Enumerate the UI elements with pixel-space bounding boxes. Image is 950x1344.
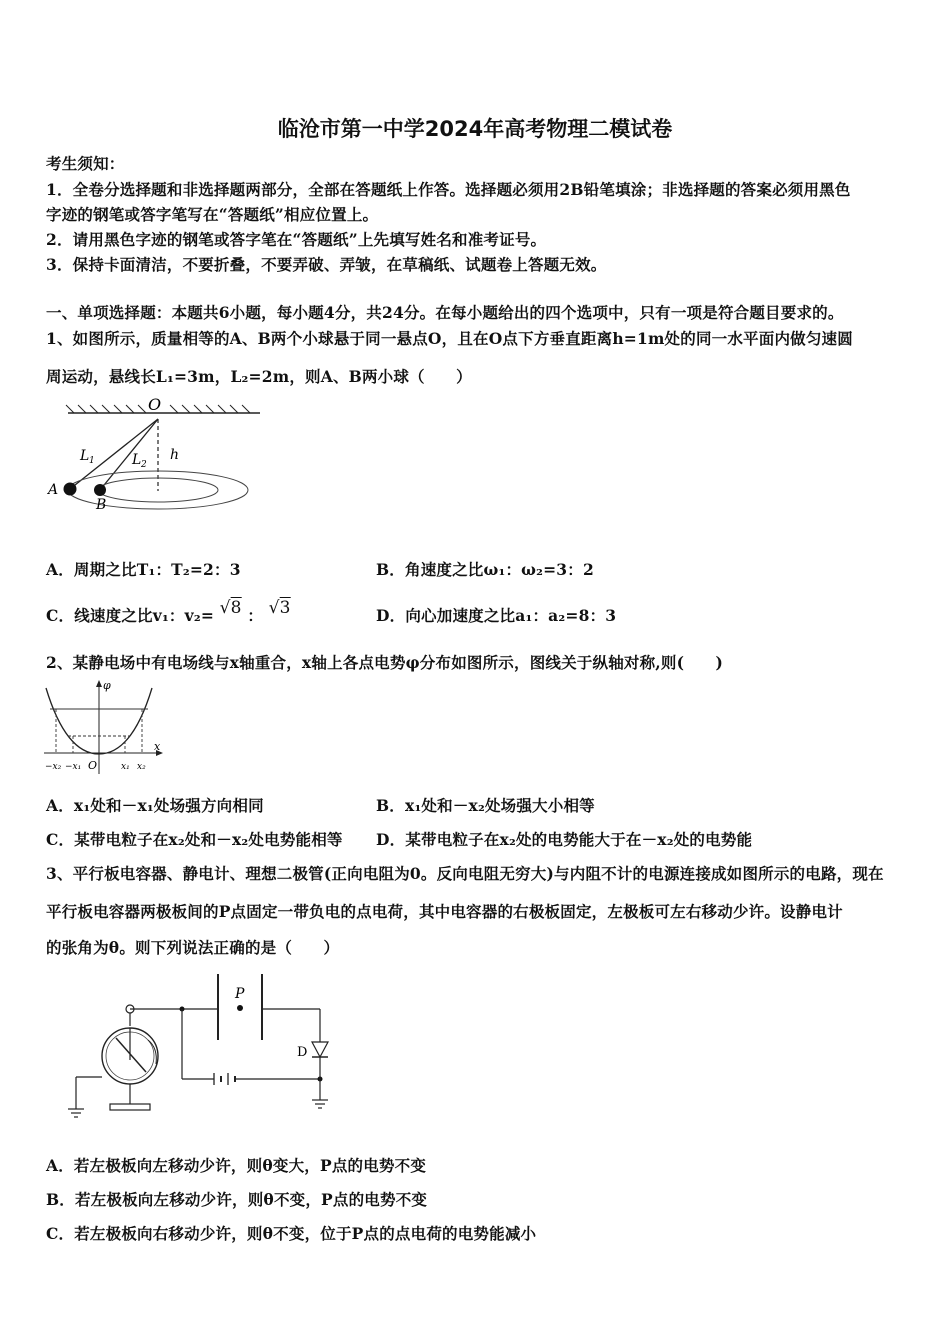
q1-option-a: A．周期之比T₁：T₂=2：3: [46, 560, 241, 579]
q1-option-c-prefix: C．线速度之比v₁：v₂=: [46, 606, 215, 625]
q2-option-b: B．x₁处和－x₂处场强大小相等: [376, 796, 595, 815]
q3-option-c: C．若左极板向右移动少许，则θ不变，位于P点的点电荷的电势能减小: [46, 1224, 537, 1243]
origin-label: O: [88, 759, 98, 772]
axis-x-label: x: [154, 740, 161, 753]
q1-option-b: B．角速度之比ω₁：ω₂=3：2: [376, 560, 594, 579]
label-p: P: [235, 986, 245, 1002]
axis-phi-label: φ: [103, 679, 111, 692]
label-l1: L: [80, 448, 90, 464]
q3-stem-line1: 3、平行板电容器、静电计、理想二极管(正向电阻为0。反向电阻无穷大)与内阻不计的电源连接成如图所示的电路，现在: [46, 864, 884, 883]
label-l2-sub: 2: [141, 460, 147, 470]
label-d: D: [297, 1045, 308, 1060]
q1-option-c-sep: ：: [247, 606, 264, 625]
q1-option-c: [46, 598, 291, 626]
page-title: 临沧市第一中学2024年高考物理二模试卷: [277, 117, 673, 141]
notice-item-3: 3．保持卡面清洁，不要折叠，不要弄破、弄皱，在草稿纸、试题卷上答题无效。: [46, 255, 607, 274]
q1-figure: [44, 393, 274, 518]
notice-item-1: 1．全卷分选择题和非选择题两部分，全部在答题纸上作答。选择题必须用2B铅笔填涂；非选择题的答案必须用黑色: [46, 180, 851, 199]
q1-stem-line1: 1、如图所示，质量相等的A、B两个小球悬于同一悬点O，且在O点下方垂直距离h=1m处的同一水平面内做匀速圆: [46, 329, 853, 348]
sqrt-8: √8: [219, 598, 242, 618]
label-b: B: [96, 497, 107, 513]
ball-b: [94, 484, 106, 496]
q2-option-a: A．x₁处和－x₁处场强方向相同: [46, 796, 264, 815]
label-h: h: [170, 447, 180, 463]
q2-option-c: C．某带电粒子在x₂处和－x₂处电势能相等: [46, 830, 343, 849]
tick-neg-x1: −x₁: [65, 762, 82, 772]
point-charge-p: [237, 1005, 243, 1011]
label-l1-sub: 1: [89, 456, 95, 466]
tick-neg-x2: −x₂: [45, 762, 62, 772]
q2-figure: [42, 676, 172, 778]
tick-x2: x₂: [137, 762, 146, 772]
q1-option-d: D．向心加速度之比a₁：a₂=8：3: [376, 606, 617, 625]
notice-item-2: 2．请用黑色字迹的钢笔或答字笔在“答题纸”上先填写姓名和准考证号。: [46, 230, 547, 249]
q3-stem-line3: 的张角为θ。则下列说法正确的是（ ）: [46, 938, 340, 957]
label-l2: L: [132, 452, 142, 468]
q3-option-a: A．若左极板向左移动少许，则θ变大，P点的电势不变: [46, 1156, 427, 1175]
notice-item-1-cont: 字迹的钢笔或答字笔写在“答题纸”相应位置上。: [46, 205, 379, 224]
q3-stem-line2: 平行板电容器两极板间的P点固定一带负电的点电荷，其中电容器的右极板固定，左极板可左右移动少许。设静电计: [46, 902, 843, 921]
q1-stem-line2: 周运动，悬线长L₁=3m，L₂=2m，则A、B两小球（ ）: [46, 367, 472, 386]
label-o: O: [148, 395, 162, 414]
section-heading: 一、单项选择题：本题共6小题，每小题4分，共24分。在每小题给出的四个选项中，只有一项是符合题目要求的。: [46, 303, 844, 322]
q3-option-b: B．若左极板向左移动少许，则θ不变，P点的电势不变: [46, 1190, 428, 1209]
q2-option-d: D．某带电粒子在x₂处的电势能大于在－x₂处的电势能: [376, 830, 753, 849]
tick-x1: x₁: [121, 762, 130, 772]
notice-heading: 考生须知：: [46, 154, 125, 173]
ball-a: [64, 483, 77, 496]
q3-circuit-figure: [56, 968, 346, 1126]
q2-stem: 2、某静电场中有电场线与x轴重合，x轴上各点电势φ分布如图所示，图线关于纵轴对称,则( ): [46, 653, 724, 672]
label-a: A: [48, 482, 59, 498]
sqrt-3: √3: [268, 598, 291, 618]
